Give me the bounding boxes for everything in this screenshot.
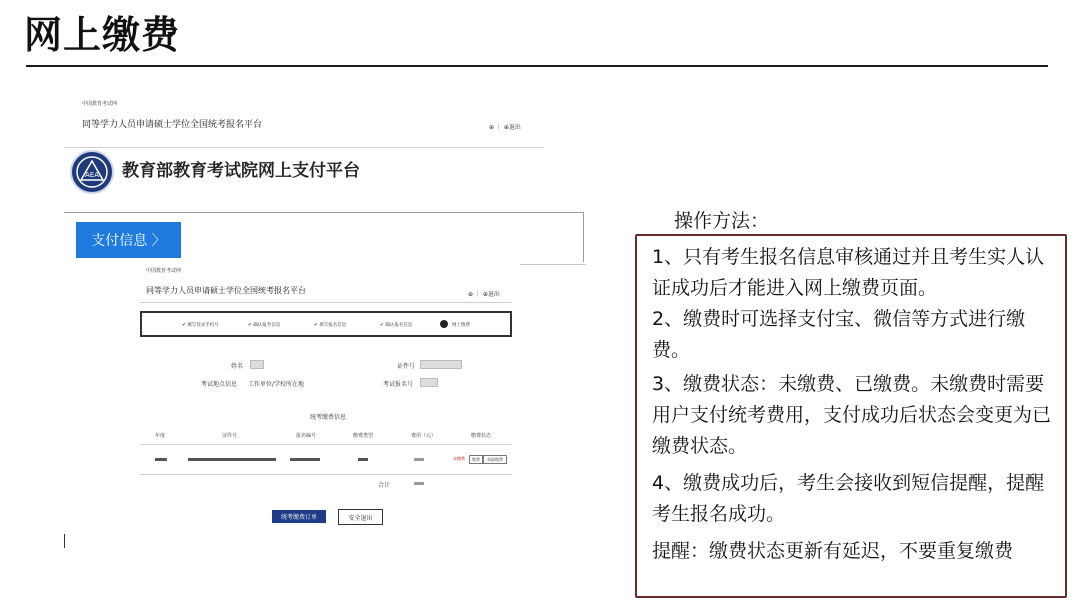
current-step-icon xyxy=(440,320,448,328)
id-value-redacted xyxy=(420,360,462,369)
get-pay-button[interactable]: 获取缴费 xyxy=(483,455,507,464)
id-value-redacted xyxy=(188,458,276,461)
title-divider xyxy=(26,65,1048,67)
col-id: 证件号 xyxy=(222,433,238,439)
panel-divider xyxy=(520,264,586,265)
svg-text:AEA: AEA xyxy=(85,171,99,179)
instruction-4: 4、缴费成功后，考生会接收到短信提醒，提醒考生报名成功。 xyxy=(652,472,1045,525)
pay-info-button[interactable]: 支付信息 〉 xyxy=(76,222,181,258)
col-fee-type: 缴费类型 xyxy=(353,433,374,439)
header-controls[interactable]: ⊕ ｜ ⊕退出 xyxy=(489,124,521,131)
instruction-2: 2、缴费时可选择支付宝、微信等方式进行缴费。 xyxy=(652,308,1026,361)
total-label: 合计 xyxy=(378,482,391,489)
table-row xyxy=(140,446,512,472)
pay-platform-name: 教育部教育考试院网上支付平台 xyxy=(122,161,360,181)
col-amount: 费用（元） xyxy=(411,433,437,439)
step-5: 网上缴费 xyxy=(452,323,470,328)
inner-header-controls[interactable]: ⊕ ｜ ⊕退出 xyxy=(468,291,500,298)
reg-no-redacted xyxy=(290,458,320,461)
instruction-3: 3、缴费状态：未缴费、已缴费。未缴费时需要用户支付统考费用，支付成功后状态会变更为已缴费状态。 xyxy=(652,373,1052,457)
aea-logo xyxy=(70,150,114,194)
inner-platform-title: 同等学力人员申请硕士学位全国统考报名平台 xyxy=(146,286,306,295)
header-separator xyxy=(64,147,544,148)
platform-title: 同等学力人员申请硕士学位全国统考报名平台 xyxy=(82,120,263,130)
amount-redacted xyxy=(414,458,424,461)
name-label: 姓名 xyxy=(231,363,244,370)
exam-id-label: 考试报名号 xyxy=(383,381,414,388)
step-progress xyxy=(140,311,512,337)
status-badge: 未缴费 xyxy=(453,456,465,461)
fee-table-title: 统考缴费信息 xyxy=(310,414,347,421)
reminder: 提醒：缴费状态更新有延迟，不要重复缴费 xyxy=(652,540,1014,562)
exam-fee-order-button[interactable]: 统考缴费订单 xyxy=(272,510,326,523)
step-1: ✔ 填写登录手机号 xyxy=(182,323,219,328)
total-value-redacted xyxy=(414,482,424,485)
fee-type-redacted xyxy=(358,458,368,461)
col-status: 缴费状态 xyxy=(471,433,492,439)
table-divider xyxy=(140,444,512,445)
id-label: 证件号 xyxy=(397,363,416,370)
name-value-redacted xyxy=(250,360,264,369)
pay-button[interactable]: 缴费 xyxy=(469,455,483,464)
table-divider xyxy=(140,474,512,475)
inner-header-separator xyxy=(140,302,512,303)
instruction-1: 1、只有考生报名信息审核通过并且考生实人认证成功后才能进入网上缴费页面。 xyxy=(652,246,1045,299)
safe-logout-button[interactable]: 安全退出 xyxy=(338,509,383,525)
site-label: 中国教育考试网 xyxy=(82,101,118,107)
slide-title: 网上缴费 xyxy=(24,13,181,57)
exam-area-label: 考试地点信息 xyxy=(201,381,238,388)
panel-left-edge xyxy=(64,534,65,548)
year-value-redacted xyxy=(155,458,167,461)
method-label: 操作方法： xyxy=(674,210,770,232)
col-year: 年度 xyxy=(155,433,166,439)
inner-site-label: 中国教育考试网 xyxy=(146,268,182,274)
step-3: ✔ 填写报名信息 xyxy=(314,323,347,328)
step-4: ✔ 确认报名信息 xyxy=(380,323,413,328)
exam-area-value: 工作单位/学校所在地 xyxy=(248,381,305,388)
exam-id-value-redacted xyxy=(420,378,438,387)
step-2: ✔ 确认报考信息 xyxy=(248,323,281,328)
col-reg-no: 报名编号 xyxy=(296,433,317,439)
